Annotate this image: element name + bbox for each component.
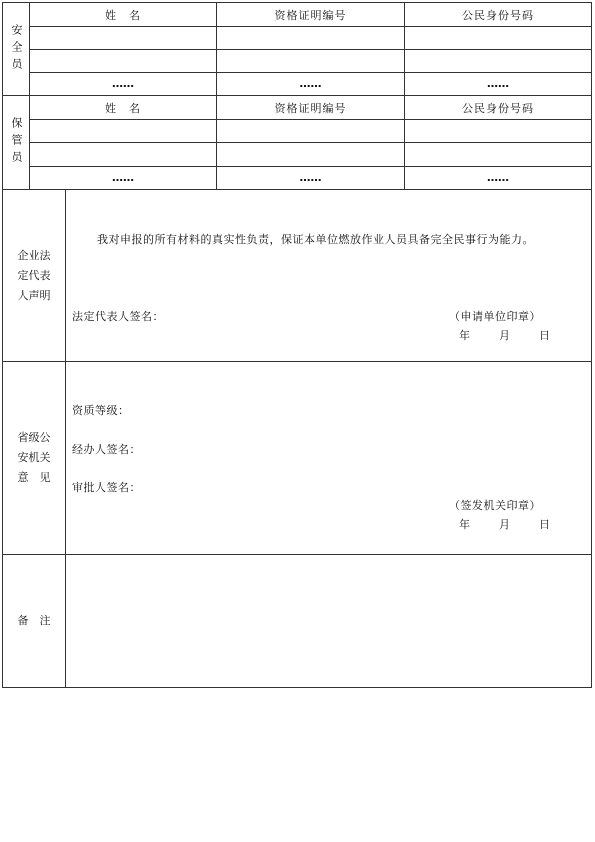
approver-signature-label: 审批人签名：	[72, 481, 141, 494]
legal-rep-label-line-1: 企业法	[17, 248, 51, 262]
qualification-level-label: 资质等级：	[72, 404, 130, 417]
handler-signature-label: 经办人签名：	[72, 443, 141, 456]
security-name-ellipsis: ……	[112, 77, 134, 90]
police-seal-label: （签发机关印章）	[449, 499, 541, 512]
custodian-header-name: 姓 名	[105, 101, 141, 115]
legal-rep-label-line-2: 定代表	[17, 268, 51, 282]
police-opinion-label-line-3: 意 见	[17, 471, 51, 484]
police-opinion-label	[3, 362, 65, 554]
legal-rep-statement: 我对申报的所有材料的真实性负责，保证本单位燃放作业人员具备完全民事行为能力。	[97, 233, 534, 246]
legal-rep-seal-label: （申请单位印章）	[449, 310, 541, 323]
remarks-label: 备 注	[17, 614, 51, 627]
legal-rep-signature-label: 法定代表人签名：	[72, 310, 164, 323]
custodian-header-id: 公民身份号码	[462, 101, 534, 115]
remarks-field[interactable]	[66, 555, 591, 687]
custodian-label: 保管员	[10, 117, 23, 168]
legal-rep-date-month: 月	[499, 329, 511, 342]
security-header-name: 姓 名	[105, 8, 141, 22]
custodian-id-ellipsis: ……	[487, 171, 509, 184]
custodian-header-cert: 资格证明编号	[274, 101, 347, 115]
police-opinion-label-line-2: 安机关	[17, 451, 51, 464]
legal-rep-date-year: 年	[459, 329, 471, 342]
police-date-month: 月	[499, 518, 511, 531]
custodian-cert-ellipsis: ……	[299, 171, 322, 184]
security-header-id: 公民身份号码	[462, 8, 534, 22]
police-date-day: 日	[539, 518, 551, 531]
police-opinion-label-line-1: 省级公	[17, 431, 51, 444]
security-staff-label: 安全员	[10, 23, 23, 75]
security-header-cert: 资格证明编号	[274, 8, 347, 22]
legal-rep-label-line-3: 人声明	[17, 288, 51, 302]
application-form-table	[2, 2, 592, 688]
legal-rep-date-day: 日	[539, 329, 551, 342]
security-cert-ellipsis: ……	[299, 77, 322, 90]
custodian-name-ellipsis: ……	[112, 171, 134, 184]
legal-rep-label	[3, 190, 65, 361]
police-date-year: 年	[459, 518, 471, 531]
security-id-ellipsis: ……	[487, 77, 509, 90]
